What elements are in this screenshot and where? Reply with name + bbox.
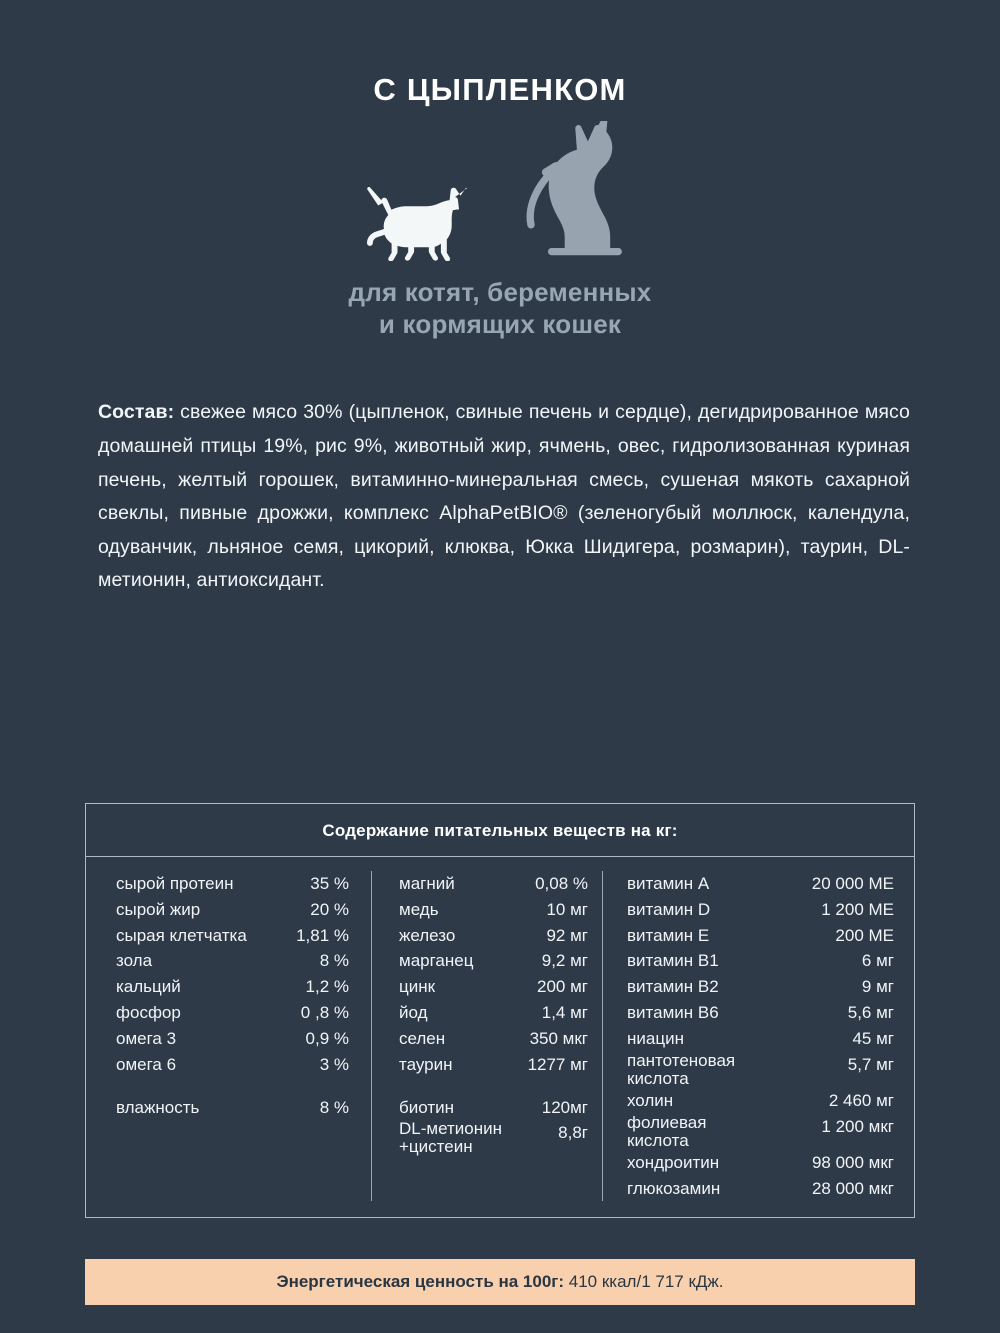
nutrient-name: таурин: [399, 1054, 453, 1074]
nutrient-value: 5,6 мг: [847, 1003, 894, 1023]
nutrients-column-1: [86, 871, 371, 1201]
nutrient-value: 0,9 %: [305, 1028, 349, 1048]
nutrients-column-2: [371, 871, 602, 1201]
nutrient-row: [627, 923, 894, 949]
nutrient-name: фосфор: [116, 1003, 181, 1023]
nutrient-row: [627, 1000, 894, 1026]
nutrient-value: 350 мкг: [529, 1028, 588, 1048]
nutrient-row: [399, 1000, 588, 1026]
nutrient-row: [627, 1026, 894, 1052]
nutrient-row: [627, 1176, 894, 1202]
nutrient-value: 3 %: [319, 1054, 349, 1074]
nutrient-value: 0,08 %: [535, 874, 588, 893]
nutrient-row: [116, 923, 349, 949]
nutrient-name: сырой протеин: [116, 874, 234, 893]
nutrient-value: 1 200 мкг: [821, 1116, 894, 1136]
nutrient-name: хондроитин: [627, 1152, 720, 1172]
subtitle-line-1: для котят, беременных: [348, 277, 652, 307]
nutrient-row: [116, 1000, 349, 1026]
nutrient-row: [399, 1120, 588, 1156]
nutrient-name: омега 3: [116, 1028, 177, 1048]
nutrient-name: ниацин: [627, 1028, 684, 1048]
nutrient-name: биотин: [399, 1097, 454, 1117]
nutrient-name: селен: [399, 1028, 446, 1048]
nutrient-value: 5,7 мг: [847, 1054, 894, 1074]
nutrient-value: 120мг: [541, 1097, 588, 1117]
nutrient-value: 20 000 МЕ: [811, 874, 894, 893]
nutrient-row: [116, 897, 349, 923]
nutrient-name: пантотеновая кислота: [627, 1050, 736, 1088]
nutrient-name: витамин D: [627, 899, 711, 919]
nutrient-row: [399, 974, 588, 1000]
kitten-silhouette-icon: [367, 169, 484, 261]
subtitle-line-2: и кормящих кошек: [378, 308, 622, 339]
nutrient-group-spacer: [399, 1078, 588, 1095]
nutrient-row: [399, 897, 588, 923]
nutrient-group-spacer: [116, 1078, 349, 1095]
nutrient-name: омега 6: [116, 1054, 177, 1074]
nutrient-name: витамин B6: [627, 1003, 719, 1023]
nutrient-name: глюкозамин: [627, 1178, 721, 1198]
nutrient-value: 8,8г: [558, 1123, 588, 1143]
nutrient-row: [116, 871, 349, 897]
nutrient-name: цинк: [399, 977, 436, 997]
nutrient-row: [116, 1095, 349, 1121]
header-section: [0, 0, 1000, 340]
composition-text: свежее мясо 30% (цыпленок, свиные печень и сердце), дегидрированное мясо домашней птицы 19%, рис 9%, животный жир, ячмень, овес, гидролизованная куриная печень, желтый горошек, витаминно-минеральная смесь, сушеная мякоть сахарной свеклы, пивные дрожжи, комплекс AlphaPetBIO® (зеленогубый моллюск, календула, одуванчик, льняное семя, цикорий, клюква, Юкка Шидигера, розмарин), таурин, DL-метионин, антиоксидант.: [98, 401, 910, 592]
nutrient-row: [116, 1026, 349, 1052]
nutrients-column-3: [602, 871, 914, 1201]
nutrient-value: 45 мг: [852, 1028, 894, 1048]
nutrient-name: марганец: [399, 951, 474, 971]
nutrient-row: [627, 948, 894, 974]
nutrient-value: 1277 мг: [527, 1054, 588, 1074]
nutrient-row: [627, 1088, 894, 1114]
nutrient-value: 2 460 мг: [828, 1090, 894, 1110]
nutrient-value: 0 ,8 %: [300, 1003, 349, 1023]
nutrient-name: кальций: [116, 977, 181, 997]
nutrient-value: 1 200 МЕ: [821, 899, 894, 919]
nutrient-value: 92 мг: [546, 925, 588, 945]
nutrient-row: [116, 1052, 349, 1078]
nutrient-row: [627, 1052, 894, 1088]
nutrients-table-header: Содержание питательных веществ на кг:: [86, 804, 914, 857]
nutrient-name: витамин B1: [627, 951, 719, 971]
nutrient-value: 200 МЕ: [835, 925, 894, 945]
nutrient-value: 28 000 мкг: [811, 1178, 894, 1198]
adult-cat-silhouette-icon: [502, 121, 633, 261]
nutrient-row: [627, 974, 894, 1000]
nutrient-row: [399, 871, 588, 897]
nutrient-value: 1,2 %: [305, 977, 349, 997]
nutrient-name: витамин B2: [627, 977, 719, 997]
nutrient-name: магний: [399, 874, 455, 893]
nutrient-value: 8 %: [319, 951, 349, 971]
nutrient-row: [399, 1052, 588, 1078]
nutrients-table-body: [86, 857, 914, 1217]
energy-label: Энергетическая ценность на 100г:: [276, 1272, 565, 1291]
composition-paragraph: [98, 396, 910, 597]
nutrient-name: витамин A: [627, 874, 710, 893]
nutrient-value: 20 %: [310, 899, 349, 919]
nutrient-name: зола: [116, 951, 153, 971]
nutrient-value: 35 %: [310, 874, 349, 893]
nutrient-value: 1,81 %: [296, 925, 349, 945]
nutrient-row: [399, 1026, 588, 1052]
nutrient-value: 1,4 мг: [541, 1003, 588, 1023]
nutrient-value: 9 мг: [861, 977, 894, 997]
nutrient-name: сырая клетчатка: [116, 925, 247, 945]
nutrient-name: железо: [399, 925, 456, 945]
nutrient-value: 8 %: [319, 1097, 349, 1117]
nutrient-row: [399, 948, 588, 974]
nutrient-name: медь: [399, 899, 439, 919]
nutrient-name: йод: [399, 1003, 428, 1023]
nutrient-value: 200 мг: [537, 977, 588, 997]
nutrient-row: [627, 1150, 894, 1176]
nutrient-row: [399, 923, 588, 949]
nutrient-name: фолиевая кислота: [627, 1112, 707, 1150]
nutrient-value: 98 000 мкг: [811, 1152, 894, 1172]
nutrient-row: [627, 1114, 894, 1150]
page-title: С ЦЫПЛЕНКОМ: [373, 72, 627, 107]
nutrient-value: 10 мг: [546, 899, 588, 919]
nutrient-name: холин: [627, 1090, 674, 1110]
product-subtitle: [0, 277, 1000, 340]
nutrient-name: витамин E: [627, 925, 710, 945]
cat-illustrations: [0, 121, 1000, 261]
nutrient-name: сырой жир: [116, 899, 201, 919]
nutrient-row: [399, 1095, 588, 1121]
nutrient-value: 9,2 мг: [541, 951, 588, 971]
nutrients-table: [85, 803, 915, 1218]
energy-value: 410 ккал/1 717 кДж.: [564, 1272, 724, 1291]
nutrient-row: [627, 871, 894, 897]
nutrient-name: DL-метионин +цистеин: [399, 1119, 502, 1157]
nutrient-row: [627, 897, 894, 923]
nutrient-value: 6 мг: [861, 951, 894, 971]
nutrient-name: влажность: [116, 1097, 200, 1117]
composition-label: Состав:: [98, 401, 175, 424]
energy-value-bar: [85, 1259, 915, 1305]
nutrient-row: [116, 974, 349, 1000]
nutrient-row: [116, 948, 349, 974]
